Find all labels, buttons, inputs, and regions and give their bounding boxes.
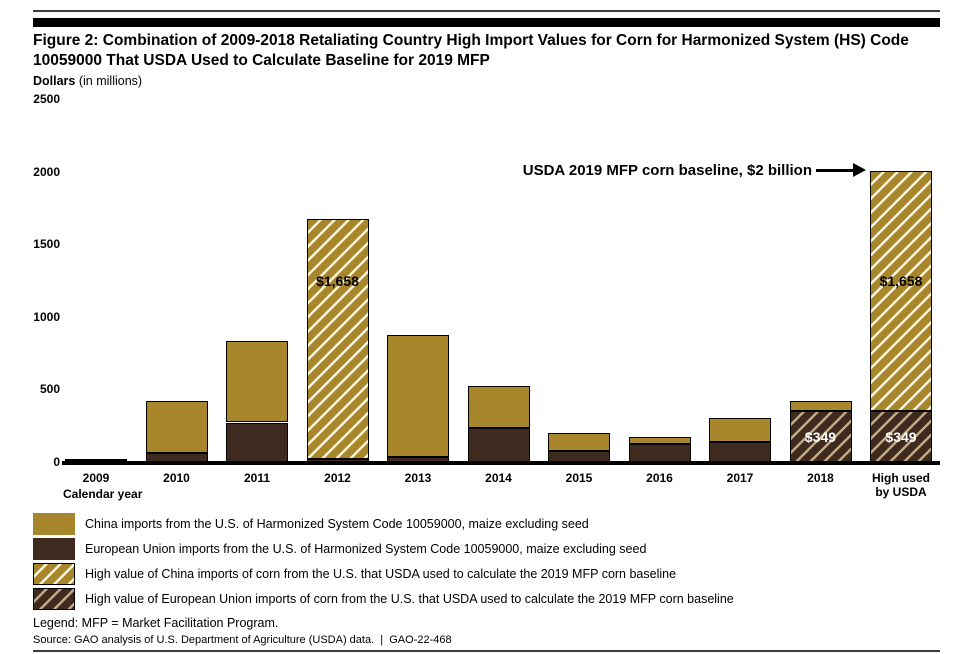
x-label-2017: 2017 xyxy=(726,471,754,485)
y-tick-500: 500 xyxy=(39,382,60,397)
source-line: Source: GAO analysis of U.S. Department of Agriculture (USDA) data. | GAO-22-468 xyxy=(33,634,452,646)
legend-row-eu xyxy=(33,538,953,560)
x-label-2015: 2015 xyxy=(565,471,593,485)
annotation-arrow-line xyxy=(816,169,854,172)
bar-segment-eu-2017 xyxy=(709,442,771,462)
bar-segment-china-2018 xyxy=(790,401,852,412)
x-axis-title: Calendar year xyxy=(63,487,143,501)
legend-swatch-eu xyxy=(33,538,75,560)
x-label-2012: 2012 xyxy=(324,471,351,485)
bar-segment-china-2010 xyxy=(146,401,208,453)
bar-segment-china-2015 xyxy=(548,433,610,451)
legend-swatch-china xyxy=(33,513,75,535)
figure-title: Figure 2: Combination of 2009-2018 Retaliating Country High Import Values for Corn for Harmonized System (HS) Code 10059000 That USDA Used to Calculate Baseline for 2019 MFP xyxy=(33,32,909,70)
bar-segment-china_high-high-used-by-usda xyxy=(870,171,932,412)
legend-label-eu_high: High value of European Union imports of corn from the U.S. that USDA used to calculate the 2019 MFP corn baseline xyxy=(85,592,734,606)
x-label-2014: 2014 xyxy=(485,471,512,485)
value-label-2012: $1,658 xyxy=(316,272,359,289)
value-label-2018: $349 xyxy=(804,428,837,445)
legend-row-china xyxy=(33,513,953,535)
y-tick-2000: 2000 xyxy=(33,164,60,179)
y-tick-1000: 1000 xyxy=(33,309,60,324)
x-label-2011: 2011 xyxy=(243,471,271,485)
bar-segment-china_high-2012 xyxy=(307,219,369,460)
y-tick-2500: 2500 xyxy=(33,92,60,106)
bar-segment-eu-2016 xyxy=(629,444,691,462)
legend-label-china_high: High value of China imports of corn from the U.S. that USDA used to calculate the 2019 MFP corn baseline xyxy=(85,567,677,581)
x-label-2009: 2009 xyxy=(82,471,110,485)
legend-swatch-china_high xyxy=(33,563,75,585)
bar-segment-eu-2011 xyxy=(226,423,288,462)
x-label-2018: 2018 xyxy=(807,471,834,485)
x-label-high-used-by-usda: High used by USDA xyxy=(871,471,930,499)
legend-row-eu_high xyxy=(33,588,953,610)
bottom-rule xyxy=(33,650,940,652)
baseline-annotation: USDA 2019 MFP corn baseline, $2 billion xyxy=(522,162,812,179)
x-label-2013: 2013 xyxy=(404,471,432,485)
legend-footnote: Legend: MFP = Market Facilitation Program. xyxy=(33,616,279,630)
bar-segment-china-2013 xyxy=(387,335,449,457)
y-tick-0: 0 xyxy=(53,455,60,469)
y-axis-unit-rest: (in millions) xyxy=(75,74,143,88)
value-label-high-used-by-usda: $1,658 xyxy=(879,272,923,289)
legend-label-eu: European Union imports from the U.S. of Harmonized System Code 10059000, maize excluding seed xyxy=(85,542,647,556)
x-label-2010: 2010 xyxy=(163,471,190,485)
bar-segment-china-2017 xyxy=(709,418,771,442)
legend-row-china_high xyxy=(33,563,953,585)
y-axis-unit-bold: Dollars xyxy=(33,74,76,88)
y-tick-1500: 1500 xyxy=(33,237,60,252)
bar-segment-china-2016 xyxy=(629,437,691,444)
legend-label-china: China imports from the U.S. of Harmonized System Code 10059000, maize excluding seed xyxy=(85,517,589,531)
legend-swatch-eu_high xyxy=(33,588,75,610)
value-label-high-used-by-usda: $349 xyxy=(885,428,917,445)
annotation-arrow-head-icon xyxy=(853,163,866,177)
bar-segment-china-2014 xyxy=(468,386,530,428)
bar-segment-china-2011 xyxy=(226,341,288,422)
x-axis-line xyxy=(62,461,940,465)
x-label-2016: 2016 xyxy=(646,471,673,485)
bar-segment-eu-2014 xyxy=(468,428,530,462)
